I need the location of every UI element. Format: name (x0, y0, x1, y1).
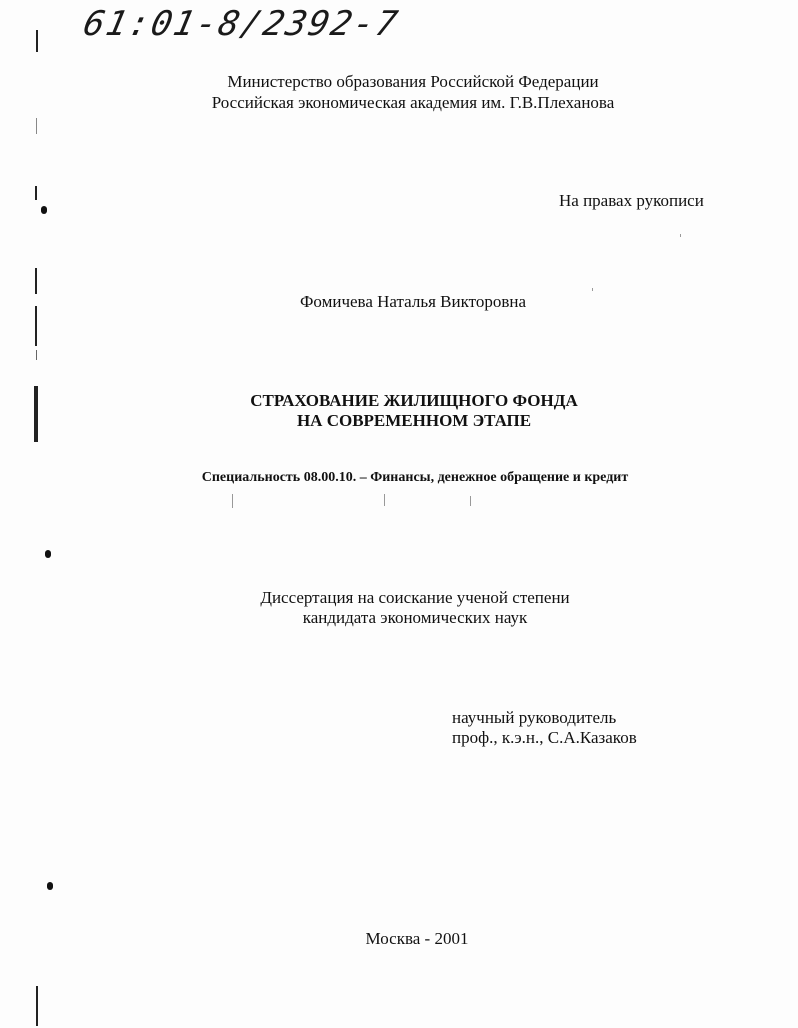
degree-line-2: кандидата экономических наук (302, 608, 528, 627)
archive-number: 61:01-8/2392-7 (79, 4, 403, 44)
scan-edge-mark (36, 350, 37, 360)
scan-speck (592, 288, 593, 291)
dissertation-title-line-1: СТРАХОВАНИЕ ЖИЛИЩНОГО ФОНДА (250, 391, 578, 410)
academy-name: Российская экономическая академия им. Г.В.Плеханова (211, 93, 615, 112)
degree-line-1: Диссертация на соискание ученой степени (260, 588, 570, 607)
scan-edge-mark (35, 186, 37, 200)
punch-hole-mark (41, 206, 47, 214)
author-name: Фомичева Наталья Викторовна (299, 292, 527, 311)
supervisor-name: проф., к.э.н., С.А.Казаков (452, 728, 637, 747)
scan-edge-mark (36, 30, 38, 52)
scan-speck (232, 494, 233, 508)
scan-edge-mark (36, 986, 38, 1026)
scan-speck (384, 494, 385, 506)
scan-speck (470, 496, 471, 506)
punch-hole-mark (47, 882, 53, 890)
scan-edge-mark (36, 118, 37, 134)
specialty: Специальность 08.00.10. – Финансы, денежное обращение и кредит (201, 470, 629, 485)
scan-speck (680, 234, 681, 237)
dissertation-title-line-2: НА СОВРЕМЕННОМ ЭТАПЕ (296, 411, 532, 430)
ministry-name: Министерство образования Российской Федерации (227, 72, 599, 91)
scan-edge-mark (35, 268, 37, 294)
punch-hole-mark (45, 550, 51, 558)
scan-edge-mark (35, 306, 37, 346)
supervisor-label: научный руководитель (452, 708, 617, 727)
city-year: Москва - 2001 (365, 929, 469, 948)
rights-note: На правах рукописи (559, 191, 704, 210)
